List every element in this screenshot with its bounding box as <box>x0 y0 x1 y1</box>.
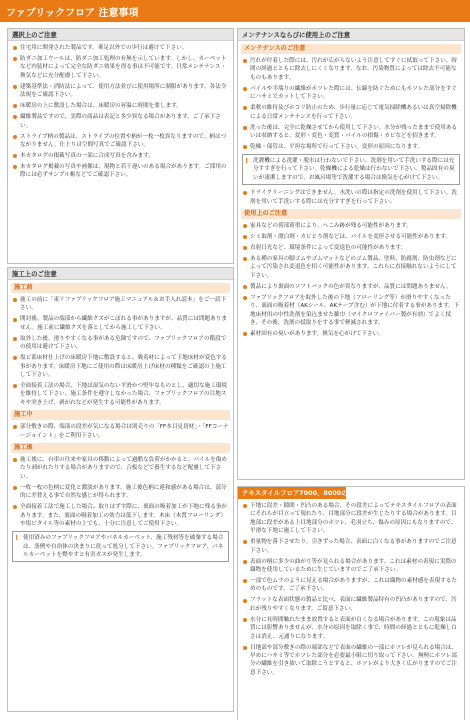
list-item: 施工の前に「東リファブリックフロア施工マニュアル＆お手入れ読本」をご一読下さい。 <box>12 296 229 313</box>
list-item: 目地部や部分敷きの際の端部などで表面の繊維の一部にホツレが見られる場合は、早めにハサミ等でホツレた部分を必要最小限に切り取って下さい。無理にホツレ部分の繊維を引き抜いて取除こうとすると、ホツレがより大きく広がりますのでご注意下さい。 <box>242 644 460 678</box>
list-item: ドライクリーニングはできません。水洗いの際は指定の洗剤を使用して下さい。洗剤を用いて手洗いする際には充分すすぎを行って下さい。 <box>242 189 460 206</box>
list-item: 防ダニ加工ウールは、防ダニ加工処理の有無を示しています。しかし、カーペットなど内装材によって完全な防ダニ効果を得る事は不可能です。日常メンテナンス・換気などに充分配慮して下さい。 <box>12 55 229 80</box>
selection-heading: 選択上のご注意 <box>8 29 233 41</box>
after-list <box>8 456 233 528</box>
before-list <box>8 296 233 407</box>
list-item: 床暖房の上に敷設した場合は、床暖房の昇温に時間を要します。 <box>12 102 229 110</box>
list-item: 全面接着工法で施工した場合、取りはずす際に、裏面の吸着加工が下地に残る事があります。また、裏面の吸着加工の効力は低下します。木床（木質フローリング）や塩ビタイル等の素材の上でも、十分に注意してご使用下さい。 <box>12 503 229 528</box>
list-item: 洗った後は、完全に乾燥させてから使用して下さい。水分が残ったままで使用あるいは収納すると、変形・変色・変質・パイルの損傷・カビなどを招きます。 <box>242 124 460 141</box>
list-item: 全面接着工法の場合、下地は湿気のない平滑かつ堅牢なものとし、適切な施工環境を維持して下さい。施工条件を遵守しなかった場合、ファブリックフロアの目地スキや突き上げ、剥がれなどが発生する可能性があります。 <box>12 382 229 407</box>
list-item: 家具などの荷部荷重により、へこみ跡が残る可能性があります。 <box>242 222 460 230</box>
selection-list <box>8 41 233 180</box>
header-bar <box>0 0 470 22</box>
exclamation-icon: ! <box>15 534 19 543</box>
construction-section <box>7 267 234 712</box>
list-item: 開封後、製品の端部から繊維クズがこぼれる事がありますが、品質には問題ありません。施工前に繊維クズを落としてから施工して下さい。 <box>12 315 229 332</box>
list-item: 重量物を落下させたり、引きずった場合、表面に白くなる事がありますのでご注意下さい。 <box>242 538 460 555</box>
maintenance-list-extra <box>238 189 464 206</box>
list-item: 施工後に、台車の往来や家具の移動によって過酷な負荷がかかると、パイルを傷めたり剥がれたりする場合がありますので、合板などで養生するなど配慮して下さい。 <box>12 456 229 481</box>
construction-heading: 施工上のご注意 <box>8 268 233 280</box>
list-item: ファブリックフロアを取外した後の下地（フローリング等）が滑りやすくなったり、裏面の吸着材（AKシール、AKテープ含む）が下地に付着する事があります。下地床材用の中性洗剤を染込ませた雑巾（マイクロファイバー製が有効）でよく拭き、その後、洗剤の拭取りをする事で軽減されます。 <box>242 294 460 328</box>
list-item: 柔軟の維持及びホコリ防止のため、歩行量に応じて電気掃除機あるいは真空掃除機による日常メンテナンスを行って下さい。 <box>242 104 460 121</box>
subheading-maintenance: メンテナンスのご注意 <box>241 44 461 54</box>
disposal-note <box>12 531 229 562</box>
list-item: 繊維製品ですので、実際の商品は表記と多少異なる場合があります。ご了承下さい。 <box>12 113 229 130</box>
list-item: 一枚一枚の色柄に変化と濃淡があります。施工後色柄に違和感がある場合は、部分的に差替える事で自然な感じが得られます。 <box>12 484 229 501</box>
subheading-after: 施工後 <box>11 443 230 453</box>
list-item: 水分に長時間触れたまま放置すると表面が白くなる場合があります。この現象は品質には影響ありませんが、水分の原因を取除く事で、時間の経過とともに乾燥し白さは消え、元通りになります。 <box>242 616 460 641</box>
list-item: 直射日光など、環境条件によって変退色の可能性があります。 <box>242 244 460 252</box>
list-item: 製品により裏面のソフトバックの色が異なりますが、品質には問題ありません。 <box>242 283 460 291</box>
washing-note-text: 洗濯機による洗濯・脱水は行わないで下さい。洗剤を用いて手洗いする際には充分すすぎを行って下さい。乾燥機による乾燥は行わないで下さい。製品固有の臭いが凄潔しますので、お風呂場等で洗濯する場合は換気を心がけて下さい。 <box>253 158 455 181</box>
list-item: ストライプ柄の製品は、ストライプの位置や柄が一枚一枚異なりますので、柄はつながりません。仕上りは空間写真でご確認下さい。 <box>12 133 229 150</box>
list-item: 住宅用に開発された製品です。乗足以外での歩行は避けて下さい。 <box>12 44 229 52</box>
list-item: 本カタログ掲載の写真や画像は、現物と若干違いのある場合があります。ご採用の際には必ずサンプル帳などでご確認下さい。 <box>12 163 229 180</box>
exclamation-icon: ! <box>245 157 249 166</box>
maintenance-heading: メンテナンスならびに使用上のご注意 <box>238 29 464 41</box>
list-item: ある種の家具の脚ゴムやゴムマットなどのゴム製品、塗料、防腐剤、防虫剤などによって汚染され変退色を招く可能性があります。これらに直接触れないようにして下さい。 <box>242 255 460 280</box>
list-item: 素材固有の臭いがあります。換気を心がけて下さい。 <box>242 330 460 338</box>
textile-list <box>238 499 464 677</box>
list-item: 取外した後、滑りやすくなる事がある危険ですので、ファブリックフロアの階段での使用は避けて下さい。 <box>12 335 229 352</box>
list-item: 建築基準法・消防法によって、使用方法並びに使用場所に制限があります。各法令法規をご確認下さい。 <box>12 83 229 100</box>
subheading-before: 施工前 <box>11 283 230 293</box>
list-item: 一部で色ムラのように見える場合がありますが、これは織物の素材感を表現するためのものです。ご了承下さい。 <box>242 577 460 594</box>
list-item: 部分敷きの際、端部の段差が気になる場合は別売りの「FF本目見切材」・「FFコーナージョイント」をご利用下さい。 <box>12 423 229 440</box>
list-item: シミ取剤・漂白剤・カビとり剤などは、パイルを変形させる可能性があります。 <box>242 233 460 241</box>
list-item: 塩ビ系床材仕上げの床暖房下地に敷設すると、吸着材によって下地床材が変色する事があります。床暖房下地にご使用の際は床暖房上げ床材の種類をご確認の上施工して下さい。 <box>12 354 229 379</box>
textile-section <box>237 486 465 720</box>
list-item: 下地に段差・隙間・凹凸のある場合、その段差によってテキスタイルフロアの表面にそれらが目立って現れたり、目地部分に段差が生じたりする場合があります。目地部に段差がある上目地部分のホツレ、毛羽立ち、傷みの原因にもなりますので、平滑な下地に施工して下さい。 <box>242 502 460 536</box>
subheading-during: 施工中 <box>11 410 230 420</box>
list-item: 表面の柄に多少の曲がり等が見られる場合があります。これは素材の表現に実際の織物を使用しているために生じていますのでご了承下さい。 <box>242 558 460 575</box>
during-list <box>8 423 233 440</box>
list-item: 乾燥・保管は、平坦な場所で行って下さい。変形の原因になります。 <box>242 143 460 151</box>
selection-section <box>7 28 234 264</box>
maintenance-section <box>237 28 465 480</box>
maintenance-list <box>238 57 464 151</box>
subheading-usage: 使用上のご注意 <box>241 209 461 219</box>
list-item: 本カタログの掲載写真の一部に合成写真を含みます。 <box>12 152 229 160</box>
list-item: フラットな表面状態の製品と比べ、表面に繊維製品特有の凹凸がありますので、汚れが残りやすくなります。ご留意下さい。 <box>242 596 460 613</box>
disposal-note-text: 使用済みのファブリックフロアやパネルカーペット、施工残材等を破棄する場合は、条例や自治体の決まりに従って処分して下さい。ファブリックフロア、パネルカーペットを燃やすと有害ガスが発生します。 <box>23 535 224 558</box>
list-item: 汚れが付着した際には、汚れが広がらないよう注意してすぐに拭取って下さい。時間の経過とともに除去しにくくなります。なお、汚染物質によっては除去不可能なものもあります。 <box>242 57 460 82</box>
textile-heading: テキスタイルフロア7000、8000のご注意 <box>238 487 346 499</box>
list-item: パイルや半端りの繊維がホツレた際には、伝線を防ぐためにもホツレた部分をすぐにハサミでカットして下さい。 <box>242 85 460 102</box>
usage-list <box>238 222 464 338</box>
washing-note <box>242 154 460 185</box>
page-title: ファブリックフロア 注意事項 <box>6 8 139 19</box>
